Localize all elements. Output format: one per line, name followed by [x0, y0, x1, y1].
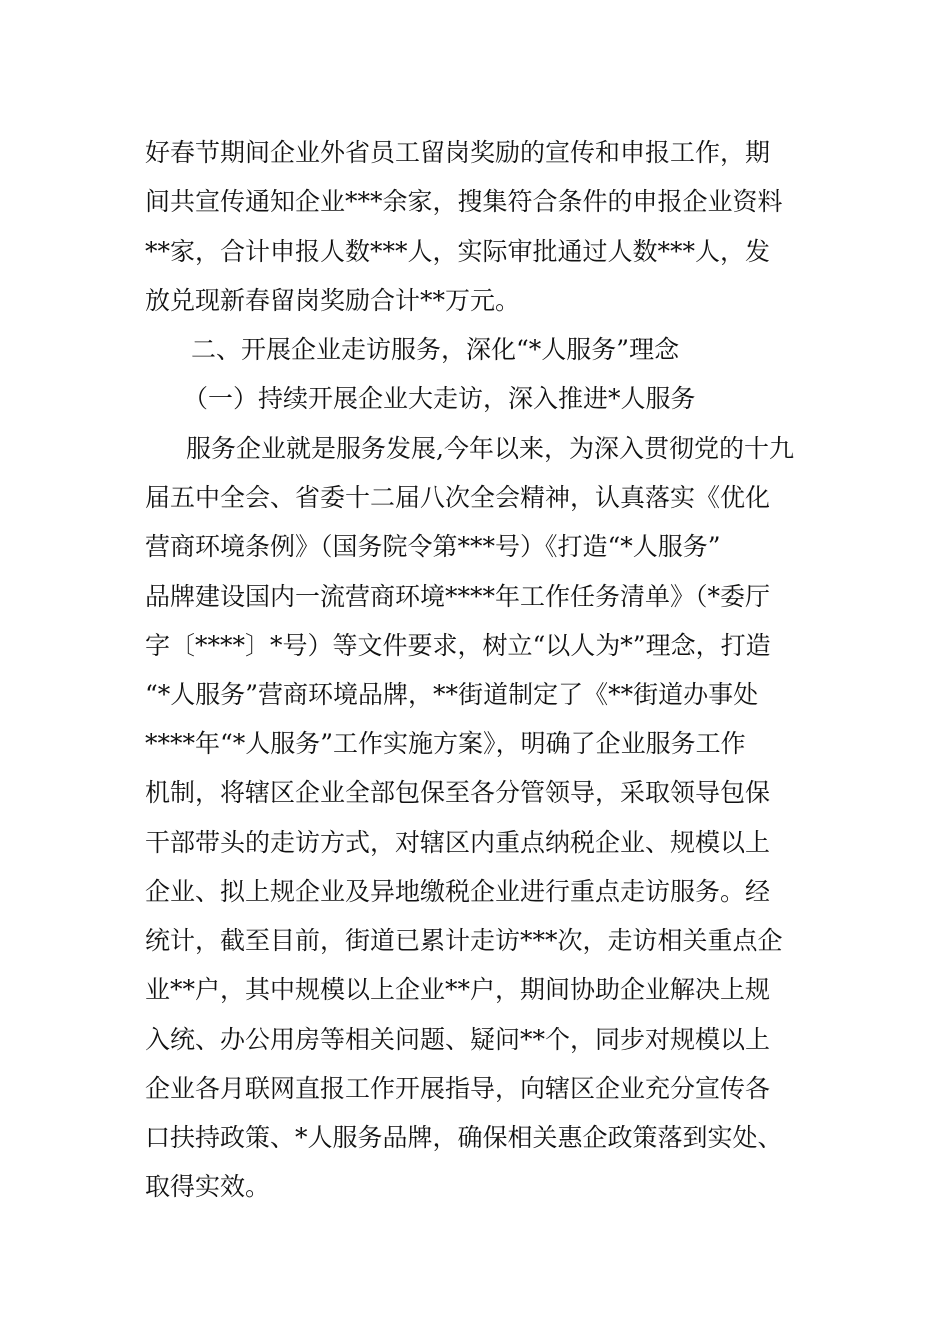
subsection-heading: （一）持续开展企业大走访，深入推进*人服务 [183, 384, 696, 413]
paragraph-2-line-5: 字〔****〕*号）等文件要求，树立“以人为*”理念，打造 [145, 631, 771, 660]
paragraph-2-line-1: 服务企业就是服务发展,今年以来，为深入贯彻党的十九 [186, 434, 794, 463]
paragraph-1-line-3: **家，合计申报人数***人，实际审批通过人数***人，发 [145, 237, 771, 266]
paragraph-2-line-8: 机制，将辖区企业全部包保至各分管领导，采取领导包保 [145, 778, 771, 807]
paragraph-2-line-2: 届五中全会、省委十二届八次全会精神，认真落实《优化 [145, 483, 771, 512]
paragraph-2-line-7: ****年“*人服务”工作实施方案》，明确了企业服务工作 [145, 729, 746, 758]
paragraph-2-line-6: “*人服务”营商环境品牌，**街道制定了《**街道办事处 [145, 680, 759, 709]
paragraph-2-line-16: 取得实效。 [145, 1172, 271, 1201]
paragraph-1-line-4: 放兑现新春留岗奖励合计**万元。 [145, 286, 521, 315]
paragraph-1-line-2: 间共宣传通知企业***余家，搜集符合条件的申报企业资料 [145, 187, 783, 216]
paragraph-1-line-1: 好春节期间企业外省员工留岗奖励的宣传和申报工作，期 [145, 138, 771, 167]
paragraph-2-line-15: 口扶持政策、*人服务品牌，确保相关惠企政策落到实处、 [145, 1123, 783, 1152]
paragraph-2-line-10: 企业、拟上规企业及异地缴税企业进行重点走访服务。经 [145, 877, 771, 906]
paragraph-2-line-14: 企业各月联网直报工作开展指导，向辖区企业充分宣传各 [145, 1074, 771, 1103]
paragraph-2-line-13: 入统、办公用房等相关问题、疑问**个，同步对规模以上 [145, 1025, 771, 1054]
paragraph-2-line-9: 干部带头的走访方式，对辖区内重点纳税企业、规模以上 [145, 828, 771, 857]
section-heading: 二、开展企业走访服务，深化“*人服务”理念 [191, 335, 680, 364]
paragraph-2-line-11: 统计，截至目前，街道已累计走访***次，走访相关重点企 [145, 926, 783, 955]
paragraph-2-line-12: 业**户，其中规模以上企业**户，期间协助企业解决上规 [145, 975, 771, 1004]
paragraph-2-line-4: 品牌建设国内一流营商环境****年工作任务清单》（*委厅 [145, 582, 771, 611]
paragraph-2-line-3: 营商环境条例》（国务院令第***号）《打造“*人服务” [145, 532, 721, 561]
